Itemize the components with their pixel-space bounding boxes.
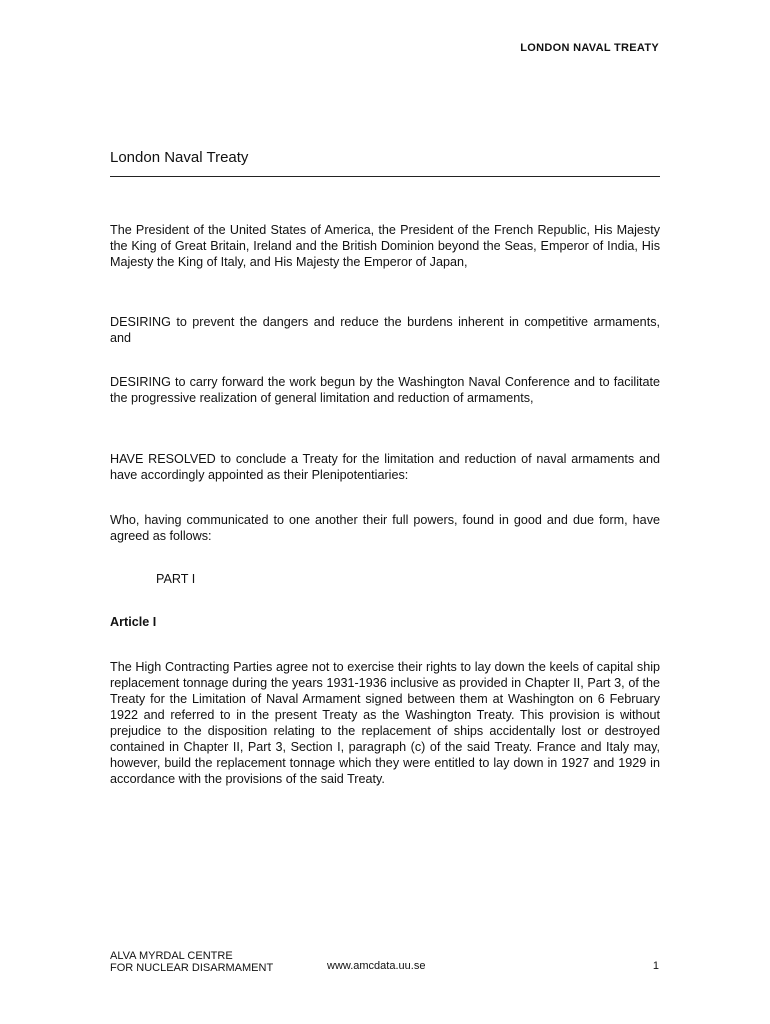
preamble-agreed: Who, having communicated to one another their full powers, found in good and due form, have agreed as follows: [110, 513, 660, 543]
title-rule [110, 176, 660, 177]
page-number: 1 [652, 960, 659, 972]
footer-org-line-1: ALVA MYRDAL CENTRE [110, 950, 233, 962]
preamble-desiring-2: DESIRING to carry forward the work begun by the Washington Naval Conference and to facilitate the progressive realization of general limitation and reduction of armaments, [110, 375, 660, 405]
preamble-resolved: HAVE RESOLVED to conclude a Treaty for the limitation and reduction of naval armaments and have accordingly appointed as their Plenipotentiaries: [110, 452, 660, 482]
running-header: LONDON NAVAL TREATY [520, 42, 659, 54]
article-heading: Article I [110, 615, 157, 629]
document-title: London Naval Treaty [110, 149, 249, 166]
preamble-parties: The President of the United States of America, the President of the French Republic, His Majesty the King of Great Britain, Ireland and the British Dominion beyond the Seas, Emperor of India, His Majesty the King of Italy, and His Majesty the Emperor of Japan, [110, 223, 660, 269]
article-body: The High Contracting Parties agree not to exercise their rights to lay down the keels of capital ship replacement tonnage during the years 1931-1936 inclusive as provided in Chapter II, Part 3, of the Treaty for the Limitation of Naval Armament signed between them at Washington on 6 February 1922 and referred to in the present Treaty as the Washington Treaty. This provision is without prejudice to the disposition relating to the replacement of ships accidentally lost or destroyed contained in Chapter II, Part 3, Section I, paragraph (c) of the said Treaty. France and Italy may, however, build the replacement tonnage which they were entitled to lay down in 1927 and 1929 in accordance with the provisions of the said Treaty. [110, 660, 660, 786]
footer-website: www.amcdata.uu.se [327, 960, 426, 972]
footer-organization [110, 950, 273, 974]
preamble-desiring-1: DESIRING to prevent the dangers and reduce the burdens inherent in competitive armaments, and [110, 315, 660, 345]
part-heading: PART I [156, 572, 196, 586]
footer-org-line-2: FOR NUCLEAR DISARMAMENT [110, 962, 274, 974]
